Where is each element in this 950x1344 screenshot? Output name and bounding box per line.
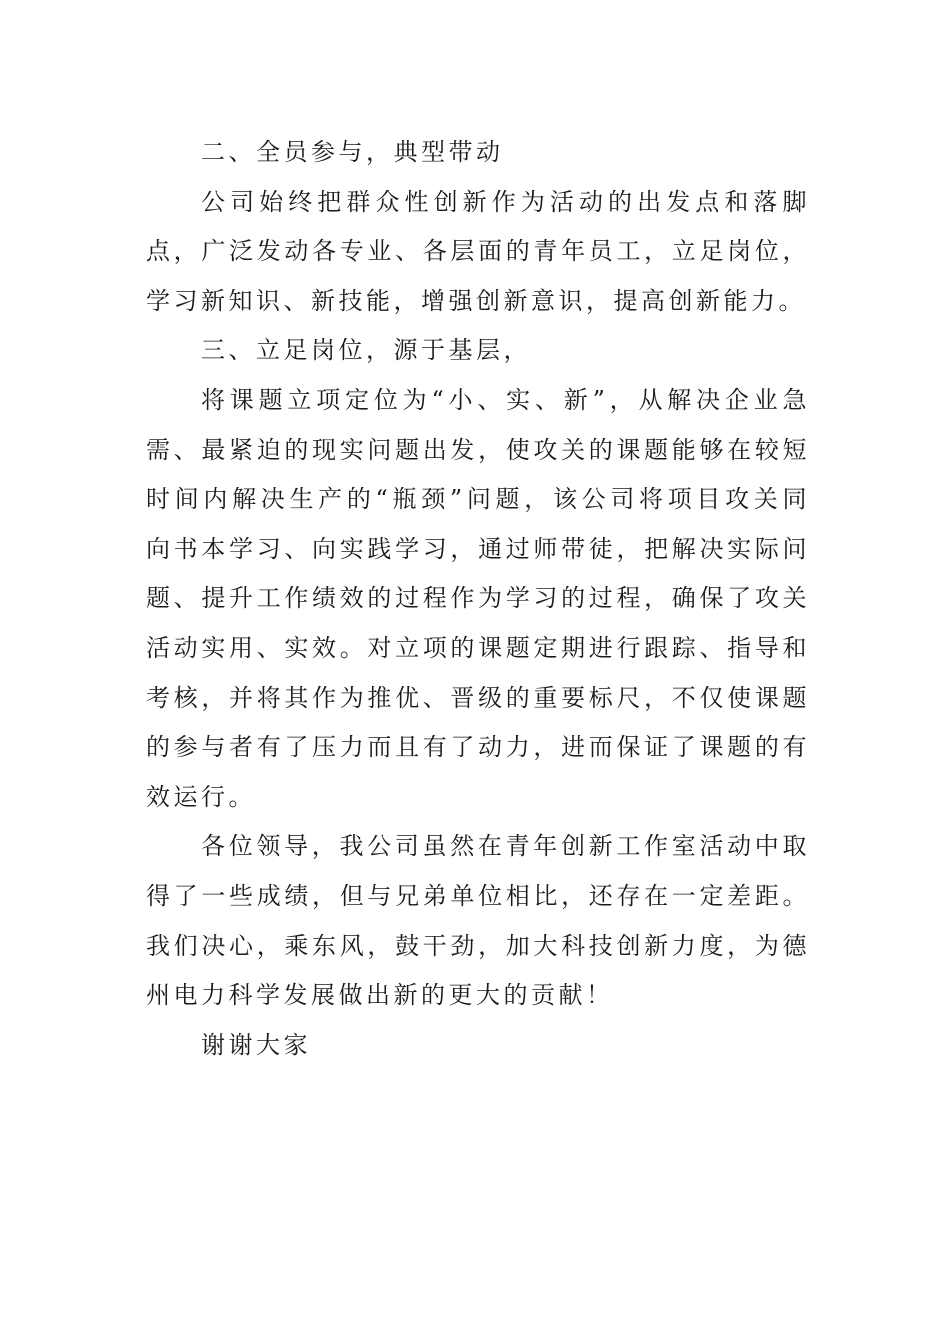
section-heading-2: 二、全员参与，典型带动 [201, 138, 504, 166]
document-body [146, 128, 810, 1070]
body-paragraph-2: 将课题立项定位为“小、实、新”，从解决企业急需、最紧迫的现实问题出发，使攻关的课题能够在较短时间内解决生产的“瓶颈”问题，该公司将项目攻关同向书本学习、向实践学习，通过师带徒，把解决实际问题、提升工作绩效的过程作为学习的过程，确保了攻关活动实用、实效。对立项的课题定期进行跟踪、指导和考核，并将其作为推优、晋级的重要标尺，不仅使课题的参与者有了压力而且有了动力，进而保证了课题的有效运行。 [146, 385, 810, 811]
closing-thanks: 谢谢大家 [201, 1030, 311, 1059]
body-paragraph-1: 公司始终把群众性创新作为活动的出发点和落脚点，广泛发动各专业、各层面的青年员工，立足岗位，学习新知识、新技能，增强创新意识，提高创新能力。 [146, 187, 810, 315]
section-heading-3: 三、立足岗位，源于基层， [201, 336, 531, 365]
body-paragraph-3: 各位领导，我公司虽然在青年创新工作室活动中取得了一些成绩，但与兄弟单位相比，还存在一定差距。我们决心，乘东风，鼓干劲，加大科技创新力度，为德州电力科学发展做出新的更大的贡献！ [146, 832, 810, 1010]
